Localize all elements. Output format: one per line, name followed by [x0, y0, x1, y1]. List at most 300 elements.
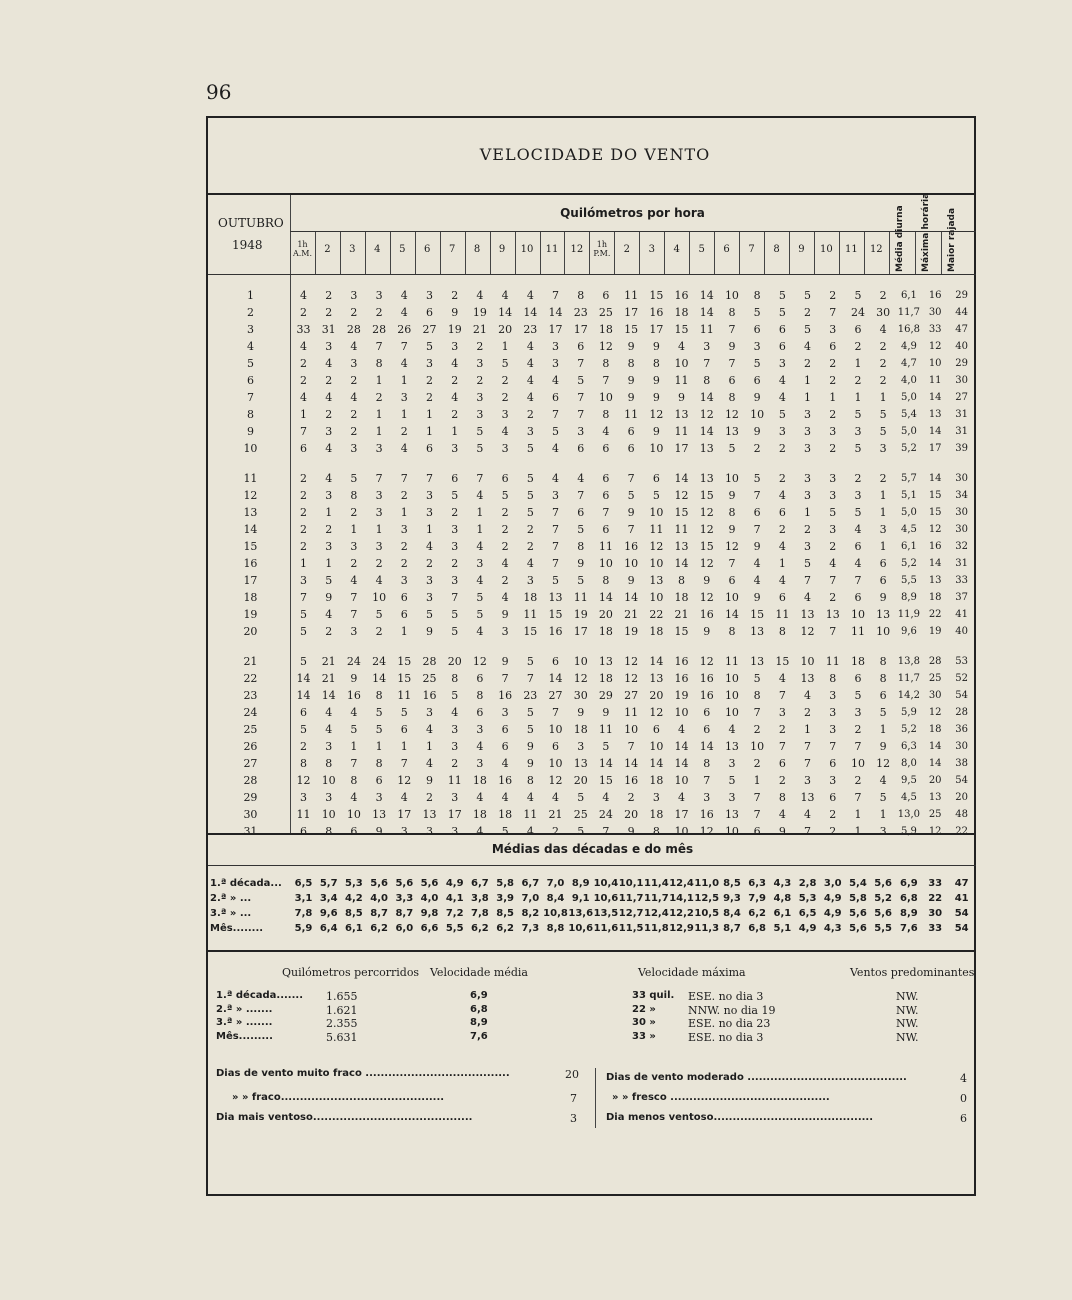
hour-value: 6 — [829, 757, 837, 770]
hour-value: 1 — [426, 425, 433, 438]
hour-value: 4 — [426, 540, 433, 553]
hour-value: 2 — [451, 374, 459, 387]
hour-value: 8 — [879, 655, 887, 668]
divider — [440, 232, 441, 274]
hour-value: 6 — [602, 442, 610, 455]
hour-value: 3 — [804, 540, 812, 553]
hour-value: 20 — [598, 608, 613, 621]
hour-value: 5,6 — [420, 878, 439, 889]
hour-value: 15 — [674, 625, 689, 638]
hour-value: 7 — [854, 740, 862, 753]
hour-value: 4 — [728, 723, 736, 736]
table-row — [210, 921, 975, 936]
hour-value: 8 — [375, 757, 383, 770]
hour-value: 16 — [624, 774, 639, 787]
hour-value: 7 — [854, 574, 862, 587]
hour-value: 9 — [652, 391, 660, 404]
hour-value: 7 — [426, 472, 433, 485]
hour-value: 14 — [498, 306, 513, 319]
hour-value: 2 — [804, 306, 812, 319]
hour-value: 1 — [375, 425, 383, 438]
hour-value: 25 — [598, 306, 613, 319]
hour-value: 8 — [451, 672, 459, 685]
hour-value: 12 — [699, 506, 714, 519]
hour-value: 29 — [598, 689, 613, 702]
hour-value: 4 — [778, 489, 786, 502]
hour-value: 5 — [804, 557, 812, 570]
hour-value: 2 — [879, 289, 887, 302]
hour-value: 9 — [325, 591, 333, 604]
stat-value: 9,5 — [900, 775, 917, 786]
hour-value: 4 — [778, 672, 786, 685]
hour-value: 4 — [678, 791, 686, 804]
hour-value: 5 — [854, 442, 862, 455]
table-row — [210, 906, 975, 921]
stat-value: 14,2 — [897, 690, 921, 701]
hour-value: 5 — [350, 723, 358, 736]
hour-value: 20 — [498, 323, 513, 336]
hour-value: 3 — [829, 489, 837, 502]
hour-value: 3 — [451, 523, 459, 536]
table-row — [210, 487, 975, 504]
stat-value: 30 — [955, 375, 969, 386]
hour-value: 9 — [753, 591, 761, 604]
hour-value: 7 — [627, 472, 635, 485]
hour-value: 10,1 — [618, 878, 644, 889]
hour-value: 5 — [400, 706, 408, 719]
hour-value: 5 — [577, 523, 585, 536]
hour-value: 6 — [854, 323, 862, 336]
hour-value: 13 — [724, 740, 739, 753]
hour-value: 8 — [728, 506, 736, 519]
hour-value: 2 — [299, 523, 307, 536]
hour-value: 10 — [649, 506, 664, 519]
hour-value: 2 — [829, 825, 837, 838]
hour-value: 10 — [598, 391, 613, 404]
hour-value: 7 — [804, 574, 812, 587]
hour-value: 1 — [804, 723, 812, 736]
hour-value: 23 — [523, 323, 538, 336]
hour-value: 3 — [829, 723, 837, 736]
hour-value: 6,2 — [496, 923, 514, 934]
hour-value: 21 — [624, 608, 639, 621]
hour-value: 18 — [523, 591, 538, 604]
hour-value: 3 — [451, 574, 459, 587]
day-label: 1 — [246, 289, 254, 302]
hour-value: 9 — [350, 672, 358, 685]
divider — [589, 232, 590, 274]
stat-value: 13,0 — [897, 809, 921, 820]
hour-header: 5 — [399, 244, 406, 255]
hour-value: 9,6 — [319, 908, 338, 919]
hour-value: 2 — [526, 408, 534, 421]
hour-value: 15 — [548, 608, 563, 621]
hour-value: 3 — [829, 706, 837, 719]
hour-value: 9 — [652, 425, 660, 438]
hour-value: 5 — [526, 706, 534, 719]
hour-value: 4 — [577, 472, 585, 485]
hour-value: 10 — [724, 472, 739, 485]
hour-value: 5,1 — [773, 923, 792, 934]
hour-value: 7 — [552, 408, 560, 421]
hour-value: 5 — [526, 442, 534, 455]
hour-value: 15 — [699, 540, 714, 553]
hour-value: 18 — [649, 808, 664, 821]
hour-value: 11,5 — [618, 923, 644, 934]
hour-value: 5 — [879, 425, 887, 438]
hour-value: 3 — [804, 472, 812, 485]
hour-value: 12,5 — [694, 893, 720, 904]
hour-value: 8,2 — [521, 908, 540, 919]
hour-value: 5 — [476, 591, 484, 604]
divider — [639, 232, 640, 274]
hour-value: 3,1 — [294, 893, 313, 904]
hour-value: 4 — [325, 706, 333, 719]
hour-value: 7 — [577, 408, 585, 421]
hour-value: 3 — [426, 357, 433, 370]
hour-value: 6 — [627, 442, 635, 455]
stat-value: 12 — [928, 707, 942, 718]
stat-value: 8,9 — [900, 908, 918, 919]
table-row — [210, 891, 975, 906]
hour-value: 10 — [674, 357, 689, 370]
hour-value: 9 — [879, 740, 887, 753]
hour-value: 1 — [879, 540, 887, 553]
hour-value: 7 — [728, 357, 736, 370]
hour-value: 1 — [804, 391, 812, 404]
hour-value: 14 — [674, 740, 689, 753]
divider — [941, 232, 942, 274]
hour-value: 7 — [552, 706, 560, 719]
divider — [540, 232, 541, 274]
hour-value: 3 — [778, 425, 786, 438]
hour-value: 5,5 — [874, 923, 893, 934]
hour-value: 3 — [299, 791, 307, 804]
hour-value: 9 — [627, 374, 635, 387]
hour-value: 7 — [703, 774, 711, 787]
dias-fresco-value: 0 — [960, 1092, 967, 1105]
hour-value: 2 — [299, 306, 307, 319]
hour-value: 10 — [548, 757, 563, 770]
period-label: Mês........ — [210, 923, 264, 934]
vel-max-header: Velocidade máxima — [638, 966, 746, 979]
hour-value: 9 — [451, 306, 459, 319]
hour-value: 10 — [372, 591, 387, 604]
day-label: 23 — [243, 689, 258, 702]
hour-value: 13 — [750, 655, 765, 668]
hour-value: 12 — [548, 774, 563, 787]
hour-value: 13 — [422, 808, 437, 821]
hour-value: 5 — [451, 625, 459, 638]
stat-value: 16,8 — [897, 324, 921, 335]
hour-value: 12 — [724, 540, 739, 553]
hour-value: 2 — [325, 306, 333, 319]
day-label: 6 — [246, 374, 254, 387]
stat-value: 47 — [955, 324, 969, 335]
hour-value: 5 — [854, 408, 862, 421]
hour-value: 5 — [753, 672, 761, 685]
hour-value: 8 — [652, 825, 660, 838]
hour-value: 5,8 — [496, 878, 514, 889]
hour-value: 12 — [699, 825, 714, 838]
hour-value: 10 — [573, 655, 588, 668]
stat-value: 5,4 — [900, 409, 917, 420]
stat-value: 54 — [955, 690, 969, 701]
hour-value: 10 — [750, 740, 765, 753]
hour-value: 4 — [501, 757, 509, 770]
hour-value: 3 — [426, 825, 433, 838]
hour-value: 9 — [652, 340, 660, 353]
hour-value: 2 — [375, 391, 383, 404]
vel-media-value: 7,6 — [470, 1030, 488, 1042]
hour-value: 2 — [325, 523, 333, 536]
hour-value: 14 — [624, 757, 639, 770]
summary-label: 3.ª » ....... — [216, 1017, 273, 1028]
hour-value: 3 — [501, 442, 509, 455]
vento-value: NW. — [896, 990, 919, 1003]
hour-value: 12 — [397, 774, 412, 787]
hour-value: 16 — [498, 689, 513, 702]
dia-mais-ventoso-value: 3 — [570, 1112, 577, 1125]
stat-value: 5,0 — [900, 392, 917, 403]
hour-value: 1 — [325, 557, 333, 570]
hour-value: 11 — [649, 523, 664, 536]
hour-value: 8 — [678, 574, 686, 587]
hour-value: 3 — [552, 489, 560, 502]
hour-value: 1 — [804, 374, 812, 387]
hour-value: 3 — [728, 791, 736, 804]
hour-value: 4 — [602, 791, 610, 804]
divider — [208, 193, 976, 195]
divider — [564, 232, 565, 274]
hour-value: 7 — [577, 357, 585, 370]
hour-value: 3 — [829, 523, 837, 536]
hour-value: 14 — [674, 472, 689, 485]
hour-header: 9 — [798, 244, 805, 255]
stat-value: 22 — [955, 826, 969, 837]
hour-value: 17 — [649, 323, 664, 336]
hour-value: 12,2 — [669, 908, 694, 919]
hour-value: 3 — [325, 489, 333, 502]
divider — [365, 232, 366, 274]
hour-value: 14 — [296, 689, 311, 702]
hour-value: 16 — [674, 672, 689, 685]
hour-value: 1 — [375, 740, 383, 753]
hour-value: 3 — [325, 425, 333, 438]
hour-value: 10 — [850, 757, 865, 770]
hour-value: 4,3 — [823, 923, 842, 934]
stat-value: 30 — [928, 307, 942, 318]
hour-value: 5,3 — [798, 893, 817, 904]
hour-value: 13 — [674, 540, 689, 553]
hour-value: 4 — [804, 591, 812, 604]
hour-value: 8 — [350, 489, 358, 502]
hour-value: 4 — [375, 574, 383, 587]
stat-value: 4,9 — [900, 341, 917, 352]
period-label: 2.ª » ... — [210, 893, 252, 904]
hour-value: 10 — [649, 442, 664, 455]
hour-value: 9 — [753, 540, 761, 553]
hour-value: 18 — [674, 591, 689, 604]
hour-value: 7,8 — [294, 908, 313, 919]
hour-value: 2 — [451, 408, 459, 421]
hour-header: 9 — [498, 244, 506, 255]
hour-value: 9 — [501, 655, 509, 668]
stat-value: 22 — [928, 893, 943, 904]
stat-value: 6,8 — [900, 893, 918, 904]
table-row — [210, 321, 975, 338]
hour-value: 1 — [854, 357, 862, 370]
hour-value: 4 — [501, 289, 509, 302]
hour-value: 3 — [829, 425, 837, 438]
hour-value: 4,3 — [773, 878, 792, 889]
hour-value: 10,5 — [694, 908, 720, 919]
hour-value: 6 — [552, 740, 560, 753]
hour-header: 10 — [520, 244, 534, 255]
hour-value: 9 — [627, 391, 635, 404]
hour-value: 25 — [573, 808, 588, 821]
hour-value: 12 — [699, 557, 714, 570]
hour-value: 7,2 — [445, 908, 464, 919]
hour-value: 17 — [397, 808, 412, 821]
hour-value: 5,2 — [874, 893, 893, 904]
stat-value: 41 — [954, 893, 969, 904]
hour-value: 14 — [598, 757, 613, 770]
hour-value: 13 — [649, 574, 664, 587]
hour-value: 8 — [778, 625, 786, 638]
hour-value: 3 — [400, 391, 408, 404]
hour-value: 7 — [728, 557, 736, 570]
hour-value: 10 — [624, 723, 639, 736]
hour-value: 9 — [703, 574, 711, 587]
hour-value: 10 — [649, 740, 664, 753]
unit-header: Quilómetros por hora — [560, 206, 705, 220]
hour-value: 1 — [400, 625, 408, 638]
hour-value: 3 — [703, 791, 711, 804]
hour-value: 2 — [829, 408, 837, 421]
hour-value: 2 — [400, 540, 408, 553]
dias-fraco-label: » » fraco........................................... — [232, 1092, 445, 1103]
stat-value: 8,9 — [900, 592, 917, 603]
hour-value: 8,8 — [546, 923, 565, 934]
vel-max-value: 22 » — [632, 1003, 656, 1015]
hour-value: 2 — [350, 306, 358, 319]
hour-value: 2 — [501, 523, 509, 536]
hour-value: 2 — [854, 340, 862, 353]
hour-value: 8 — [350, 774, 358, 787]
hour-value: 2 — [804, 523, 812, 536]
month-label: OUTUBRO — [218, 216, 284, 230]
vel-max-value: 33 quil. — [632, 990, 675, 1001]
divider — [390, 232, 391, 274]
hour-value: 2 — [325, 289, 333, 302]
hour-value: 13,5 — [593, 908, 619, 919]
hour-value: 7 — [804, 740, 812, 753]
hour-value: 4 — [678, 340, 686, 353]
hour-value: 1 — [829, 391, 837, 404]
table-row — [210, 876, 975, 891]
hour-value: 3 — [350, 540, 358, 553]
stat-value: 31 — [955, 558, 969, 569]
table-row — [210, 755, 975, 772]
hour-value: 6 — [652, 472, 660, 485]
hour-value: 13 — [825, 608, 840, 621]
stat-value: 5,2 — [900, 558, 917, 569]
stat-value: 33 — [955, 575, 969, 586]
hour-value: 3 — [829, 774, 837, 787]
vento-value: NW. — [896, 1017, 919, 1030]
hour-value: 3 — [804, 408, 812, 421]
hour-value: 7 — [703, 357, 711, 370]
hour-value: 3 — [501, 625, 509, 638]
hour-value: 4 — [400, 357, 408, 370]
hour-value: 5 — [602, 740, 610, 753]
hour-value: 10 — [850, 608, 865, 621]
hour-value: 9 — [577, 706, 585, 719]
hour-value: 5 — [854, 506, 862, 519]
table-row — [210, 670, 975, 687]
hour-value: 14 — [699, 306, 714, 319]
hour-value: 4,0 — [370, 893, 388, 904]
hour-value: 1 — [375, 523, 383, 536]
hour-value: 6 — [879, 557, 887, 570]
hour-value: 12 — [699, 655, 714, 668]
hour-value: 11 — [674, 374, 689, 387]
vel-max-value: 33 » — [632, 1030, 656, 1042]
hour-header: 11 — [545, 244, 559, 255]
hour-value: 6 — [602, 289, 610, 302]
hour-value: 8 — [703, 374, 711, 387]
hour-value: 6 — [476, 672, 484, 685]
stat-value: 29 — [955, 358, 969, 369]
hour-value: 7 — [829, 740, 837, 753]
hour-value: 4 — [501, 791, 509, 804]
hour-value: 4 — [325, 472, 333, 485]
hour-value: 6 — [476, 706, 484, 719]
hour-value: 18 — [598, 625, 613, 638]
hour-value: 5 — [476, 442, 484, 455]
hour-value: 1 — [375, 374, 383, 387]
hour-value: 2 — [299, 357, 307, 370]
hour-value: 7 — [526, 672, 534, 685]
hour-value: 10 — [649, 591, 664, 604]
hour-value: 5 — [299, 625, 307, 638]
hour-value: 11 — [775, 608, 790, 621]
hour-value: 16 — [548, 625, 563, 638]
hour-value: 11 — [674, 425, 689, 438]
vel-max-desc: ESE. no dia 3 — [688, 1030, 764, 1044]
stat-value: 34 — [955, 490, 969, 501]
summary-label: 2.ª » ....... — [216, 1003, 273, 1015]
hour-value: 12 — [699, 523, 714, 536]
hour-value: 6 — [400, 591, 408, 604]
stat-header: Maior rajada — [946, 207, 957, 272]
hour-value: 14 — [699, 391, 714, 404]
hour-value: 5 — [753, 357, 761, 370]
hour-value: 2 — [375, 625, 383, 638]
hour-value: 4 — [325, 357, 333, 370]
hour-value: 3 — [375, 791, 383, 804]
hour-value: 11 — [825, 655, 840, 668]
hour-value: 7,0 — [521, 893, 540, 904]
stat-value: 11,7 — [897, 307, 921, 318]
divider — [208, 865, 976, 866]
stat-value: 11,9 — [897, 609, 921, 620]
divider — [290, 231, 976, 232]
hour-value: 6 — [400, 723, 408, 736]
hour-value: 7 — [577, 391, 585, 404]
divider — [415, 232, 416, 274]
